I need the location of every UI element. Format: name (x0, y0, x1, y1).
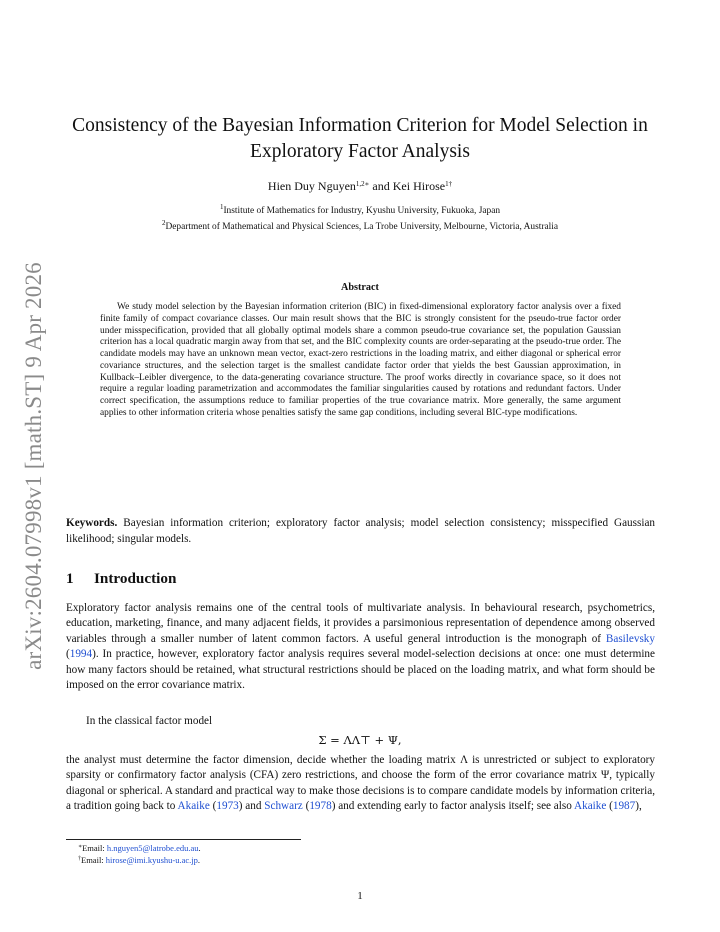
citation-year-link[interactable]: 1987 (612, 800, 636, 813)
citation-link[interactable]: Akaike (574, 800, 607, 813)
author-affil-mark: 1† (445, 180, 453, 188)
abstract-body: We study model selection by the Bayesian information criterion (BIC) in fixed-dimensional exploratory factor analysis over a fixed finite family of compact covariance classes. Our main result shows that the BIC is strongly consistent for the pseudo-true factor order under misspecification, provided that all globally optimal models share a common pseudo-true covariance set, the population Gaussian criterion has a local quadratic margin away from that set, and the BIC complexity counts are order-separating at the pseudo-true order. The candidate models may have an unknown mean vector, exact-zero restrictions in the loading matrix, and either diagonal or spherical error covariance structures, and the selection target is the smallest candidate factor order that yields the best Gaussian approximation, in Kullback–Leibler divergence, to the data-generating covariance structure. The proof works directly in covariance space, so it does not require a regular loading parametrization and accommodates the familiar singularities caused by rotations and redundant factors. Under correct specification, the assumptions reduce to familiar properties of the true covariance matrix. More generally, the same argument applies to other information criteria whose penalties satisfy the same gap conditions, including several BIC-type modifications. (100, 302, 621, 418)
paragraph-text: the analyst must determine the factor dimension, decide whether the loading matrix Λ is unrestricted or subject to exploratory sparsity or confirmatory factor analysis (CFA) zero restrictions, and choose the form of the error covariance matrix Ψ, typically diagonal or spherical. A standard and practical way to make those decisions is to compare candidate models by information criteria, a tradition going back to (66, 754, 655, 813)
arxiv-identifier (14, 256, 54, 676)
author-name: Kei Hirose (392, 179, 446, 193)
citation-year-link[interactable]: 1978 (309, 800, 332, 813)
affiliation-mark: 1 (219, 203, 224, 211)
citation-link[interactable]: Schwarz (264, 800, 303, 813)
footnote (78, 855, 200, 866)
paragraph-text: ). In practice, however, exploratory factor analysis requires several model-selection decisions at once: one must determine how many factors should be retained, what structural restrictions should be placed on the loading matrix, and what form should be imposed on the error covariance matrix. (66, 648, 655, 692)
intro-paragraph-2: In the classical factor model (86, 715, 213, 727)
section-heading (66, 570, 176, 588)
email-link[interactable]: h.nguyen5@latrobe.edu.au (106, 843, 199, 853)
citation-year-link[interactable]: 1994 (69, 648, 93, 661)
intro-paragraph-1 (66, 601, 655, 694)
keywords-text: Bayesian information criterion; exploratory factor analysis; model selection consistency; misspecified Gaussian likelihood; singular models. (66, 517, 655, 545)
footnote-label: Email: (81, 855, 106, 865)
citation-link[interactable]: Akaike (177, 800, 210, 813)
abstract-heading: Abstract (341, 282, 379, 293)
footnote-rule (66, 839, 301, 840)
arxiv-identifier-text: arXiv:2604.07998v1 [math.ST] 9 Apr 2026 (21, 262, 46, 670)
citation-year-link[interactable]: 1973 (216, 800, 239, 813)
citation-paren: ( (302, 800, 310, 813)
citation-paren: ( (606, 800, 613, 813)
footnote-mark: † (78, 856, 81, 862)
paragraph-text: ) and extending early to factor analysis itself; see also (331, 800, 575, 813)
citation-paren: ( (209, 800, 217, 813)
intro-paragraph-3 (66, 753, 655, 815)
footnote-end: . (198, 843, 201, 853)
page-number: 1 (357, 890, 363, 902)
author-affil-mark: 1,2∗ (355, 180, 370, 188)
footnote-label: Email: (82, 843, 107, 853)
affiliation-text: Institute of Mathematics for Industry, Kyushu University, Fukuoka, Japan (223, 206, 501, 216)
affiliation-text: Department of Mathematical and Physical Sciences, La Trobe University, Melbourne, Victoria, Australia (165, 222, 559, 232)
email-link[interactable]: hirose@imi.kyushu-u.ac.jp (105, 855, 198, 865)
author-line (60, 179, 660, 194)
section-title: Introduction (94, 570, 177, 587)
paragraph-text: Exploratory factor analysis remains one of the central tools of multivariate analysis. In behavioural research, psychometrics, education, marketing, finance, and many adjacent fields, it provides a parsimonious representation of dependence among observed variables through a smaller number of latent common factors. A useful general introduction is the monograph of (66, 602, 655, 645)
keywords (66, 516, 655, 547)
affiliation-mark: 2 (161, 219, 166, 227)
affiliation (60, 203, 660, 216)
citation-link[interactable]: Basilevsky (605, 632, 655, 645)
keywords-label: Keywords. (66, 517, 118, 529)
footnote-end: . (197, 855, 201, 865)
author-name: Hien Duy Nguyen (267, 179, 356, 193)
author-connector: and (369, 179, 393, 193)
citation-paren: ( (66, 648, 70, 661)
footnote-mark: ∗ (78, 844, 83, 850)
paper-title: Consistency of the Bayesian Information Criterion for Model Selection in Exploratory Factor Analysis (72, 115, 648, 162)
footnote (78, 843, 201, 854)
paragraph-text: ) and (238, 800, 265, 813)
affiliation (60, 219, 660, 232)
section-number: 1 (66, 570, 74, 587)
paragraph-text: ), (635, 800, 642, 813)
factor-model-equation: Σ = ΛΛ⊤ + Ψ, (318, 733, 402, 747)
